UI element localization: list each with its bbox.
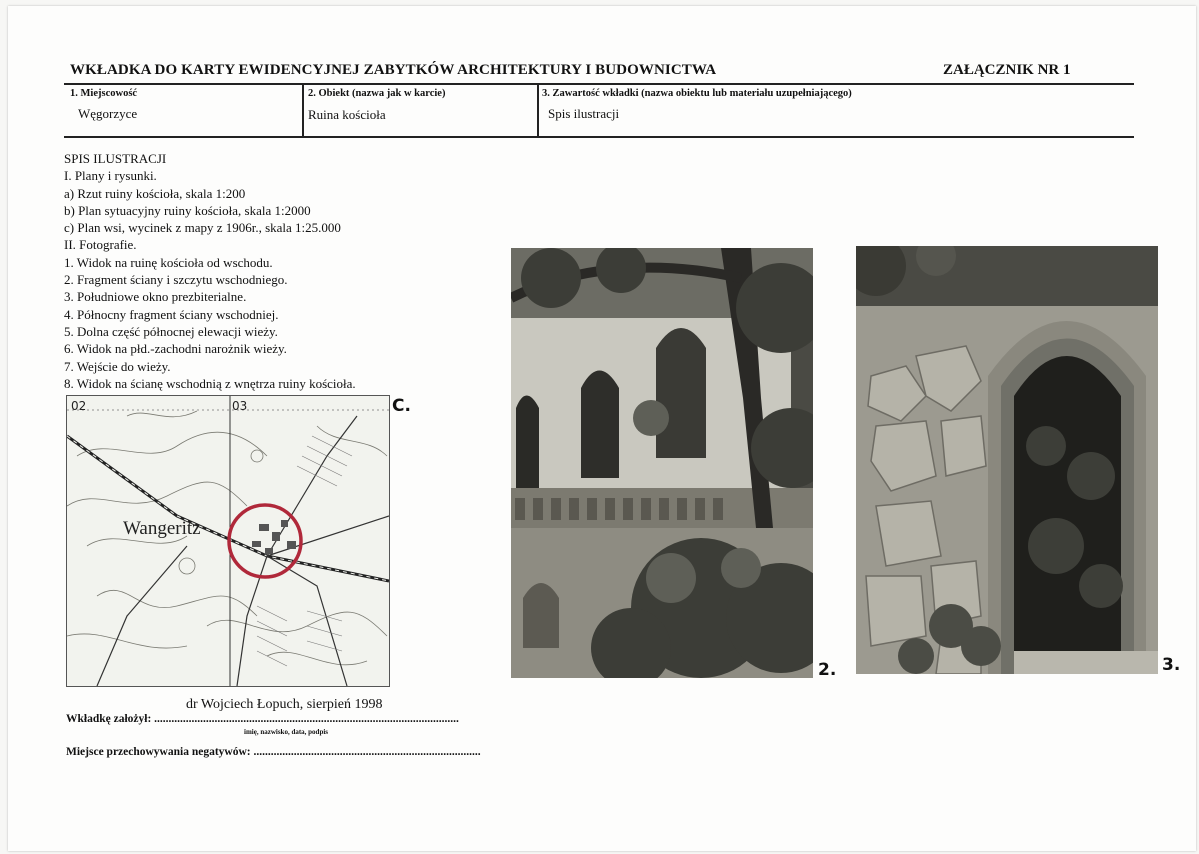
object-value: Ruina kościoła (308, 107, 386, 122)
negatives-label: Miejsce przechowywania negatywów: (66, 746, 251, 758)
header-top-rule (64, 83, 1134, 85)
map-figure-label: C. (392, 396, 411, 416)
negatives-line (66, 746, 481, 758)
list-item: 3. Południowe okno prezbiterialne. (64, 289, 247, 305)
list-item: c) Plan wsi, wycinek z mapy z 1906r., skala 1:25.000 (64, 220, 341, 236)
field-divider-1 (302, 84, 304, 137)
document-title: WKŁADKA DO KARTY EWIDENCYJNEJ ZABYTKÓW ARCHITEKTURY I BUDOWNICTWA (70, 62, 717, 78)
founder-dots: .......................................................................................................... (154, 713, 459, 725)
list-heading: SPIS ILUSTRACJI (64, 151, 167, 166)
annex-number: ZAŁĄCZNIK NR 1 (943, 62, 1071, 78)
list-item: a) Rzut ruiny kościoła, skala 1:200 (64, 185, 246, 201)
map-grid-label: 03 (232, 399, 248, 413)
list-item: b) Plan sytuacyjny ruiny kościoła, skala 1:2000 (64, 202, 311, 218)
photo-2-label: 2. (818, 660, 837, 680)
map-drawing (67, 396, 389, 686)
object-label: 2. Obiekt (nazwa jak w karcie) (308, 88, 446, 99)
illustration-list (64, 150, 356, 392)
field-divider-2 (537, 84, 539, 137)
photo-3-label: 3. (1162, 655, 1181, 675)
village-map (66, 395, 390, 687)
list-item: 8. Widok na ścianę wschodnią z wnętrza ruiny kościoła. (64, 375, 356, 391)
founder-line (66, 713, 459, 725)
header-bottom-rule (64, 136, 1134, 138)
photo-tower-entrance (856, 246, 1158, 674)
list-item: 4. Północny fragment ściany wschodniej. (64, 306, 279, 322)
list-item: II. Fotografie. (64, 237, 137, 253)
list-item: 5. Dolna część północnej elewacji wieży. (64, 323, 278, 339)
negatives-dots: ............................................................................... (253, 746, 481, 758)
author-line: dr Wojciech Łopuch, sierpień 1998 (186, 697, 383, 712)
list-item: I. Plany i rysunki. (64, 168, 157, 184)
locality-label: 1. Miejscowość (70, 88, 138, 99)
content-label: 3. Zawartość wkładki (nazwa obiektu lub materiału uzupełniającego) (542, 88, 852, 99)
map-place-name: Wangeritz (123, 518, 201, 539)
founder-caption: imię, nazwisko, data, podpis (244, 728, 329, 736)
locality-value: Węgorzyce (78, 106, 138, 121)
founder-label: Wkładkę założył: (66, 713, 152, 725)
map-grid-label: 02 (71, 399, 87, 413)
list-item: 6. Widok na płd.-zachodni narożnik wieży. (64, 341, 287, 357)
photo-east-wall-fragment (511, 248, 813, 678)
content-value: Spis ilustracji (548, 106, 620, 121)
list-item: 7. Wejście do wieży. (64, 358, 171, 374)
list-item: 1. Widok na ruinę kościoła od wschodu. (64, 254, 273, 270)
photo-3-image (856, 246, 1158, 674)
photo-2-image (511, 248, 813, 678)
list-item: 2. Fragment ściany i szczytu wschodniego. (64, 272, 288, 288)
